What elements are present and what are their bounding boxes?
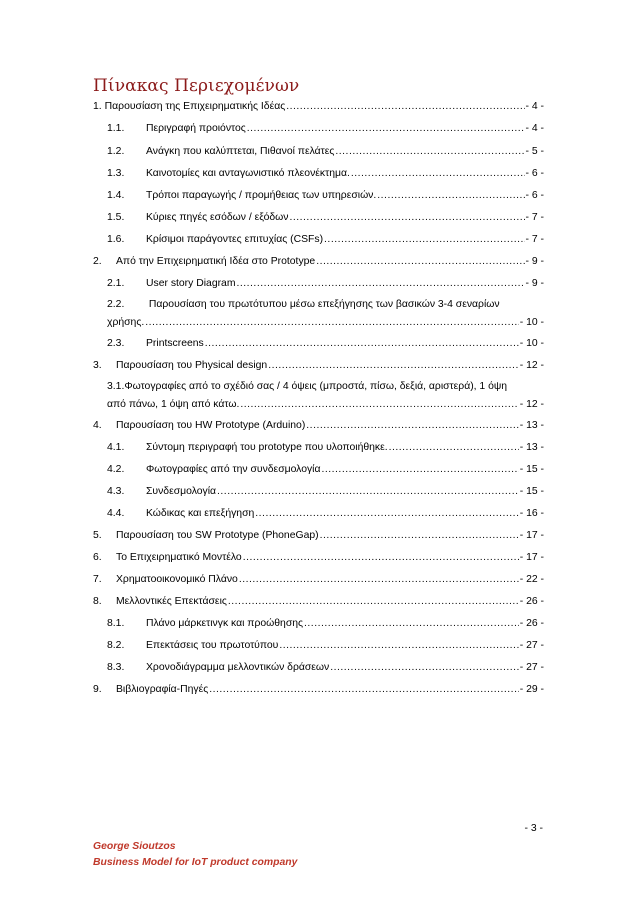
- toc-entry[interactable]: [107, 378, 544, 414]
- toc-entry-number: 1.3.: [107, 168, 125, 179]
- toc-entry-page: - 29 -: [519, 684, 544, 695]
- toc-leader-dots: [268, 359, 519, 372]
- toc-entry-number: 2.1.: [107, 278, 125, 289]
- toc-leader-dots: [237, 277, 525, 290]
- toc-entry-text: Φωτογραφίες από την συνδεσμολογία: [146, 464, 321, 475]
- toc-entry-page: - 16 -: [519, 508, 544, 519]
- toc-leader-dots: [240, 396, 518, 414]
- toc-entry[interactable]: [107, 441, 544, 454]
- toc-entry-page: - 27 -: [519, 662, 544, 673]
- toc-entry-page: - 6 -: [525, 168, 544, 179]
- toc-entry-page: - 15 -: [519, 464, 544, 475]
- toc-entry-text: Παρουσίαση της Επιχειρηματικής Ιδέας: [104, 101, 286, 112]
- toc-entry-page: - 13 -: [519, 420, 544, 431]
- toc-entry-text: Παρουσίαση του Physical design: [116, 360, 268, 371]
- toc-entry[interactable]: [93, 419, 544, 432]
- toc-entry[interactable]: [93, 683, 544, 696]
- toc-entry[interactable]: [107, 296, 544, 332]
- toc-entry-number: 1.6.: [107, 234, 125, 245]
- toc-entry-number: 4.2.: [107, 464, 125, 475]
- toc-leader-dots: [209, 683, 518, 696]
- toc-entry[interactable]: [107, 277, 544, 290]
- toc-entry[interactable]: [93, 573, 544, 586]
- toc-leader-dots: [205, 337, 519, 350]
- toc-entry[interactable]: [107, 122, 544, 135]
- toc-entry-text: Επεκτάσεις του πρωτοτύπου: [146, 640, 279, 651]
- toc-entry-text: Φωτογραφίες από το σχέδιό σας / 4 όψεις (μπροστά, πίσω, δεξιά, αριστερά), 1 όψη: [124, 381, 508, 392]
- toc-entry-text: User story Diagram: [146, 278, 236, 289]
- toc-leader-dots: [239, 573, 519, 586]
- page-number: - 3 -: [524, 823, 543, 834]
- toc-leader-dots: [351, 167, 525, 180]
- toc-entry-page: - 17 -: [519, 552, 544, 563]
- toc-leader-dots: [324, 233, 524, 246]
- toc-leader-dots: [330, 661, 519, 674]
- toc-entry-text: Παρουσίαση του SW Prototype (PhoneGap): [116, 530, 319, 541]
- toc-entry-page: - 26 -: [519, 596, 544, 607]
- toc-entry-page: - 9 -: [525, 278, 544, 289]
- toc-entry[interactable]: [93, 529, 544, 542]
- toc-entry-number: 1.2.: [107, 146, 125, 157]
- toc-leader-dots: [217, 485, 519, 498]
- toc-entry-number: 3.: [93, 360, 102, 371]
- toc-entry-text: Καινοτομίες και ανταγωνιστικό πλεονέκτημα.: [146, 168, 350, 179]
- toc-entry-number: 8.3.: [107, 662, 125, 673]
- toc-leader-dots: [320, 529, 519, 542]
- toc-leader-dots: [322, 463, 519, 476]
- toc-entry[interactable]: [107, 639, 544, 652]
- toc-entry-page: - 26 -: [519, 618, 544, 629]
- toc-entry[interactable]: [107, 189, 544, 202]
- toc-entry-number: 3.1.: [107, 381, 125, 392]
- toc-leader-dots: [289, 211, 524, 224]
- toc-entry[interactable]: [93, 551, 544, 564]
- toc-entry[interactable]: [107, 233, 544, 246]
- toc-entry-number: 1.1.: [107, 123, 125, 134]
- toc-entry-number: 8.1.: [107, 618, 125, 629]
- toc-entry[interactable]: [107, 617, 544, 630]
- toc-entry[interactable]: [107, 661, 544, 674]
- toc-entry-number: 6.: [93, 552, 102, 563]
- toc-entry-page: - 15 -: [519, 486, 544, 497]
- toc-leader-dots: [304, 617, 519, 630]
- toc-entry-text: Από την Επιχειρηματική Ιδέα στο Prototype: [116, 256, 316, 267]
- toc-entry-text: Printscreens: [146, 338, 204, 349]
- toc-entry-text: Χρηματοοικονομικό Πλάνο: [116, 574, 238, 585]
- toc-entry-page: - 4 -: [525, 123, 544, 134]
- toc-entry-text: Κώδικας και επεξήγηση: [146, 508, 255, 519]
- toc-leader-dots: [389, 441, 519, 454]
- toc-entry-number: 2.3.: [107, 338, 125, 349]
- toc-entry[interactable]: [93, 359, 544, 372]
- toc-entry-text-continued: από πάνω, 1 όψη από κάτω.: [107, 399, 240, 410]
- toc-entry-page: - 7 -: [525, 234, 544, 245]
- toc-entry-text: Κύριες πηγές εσόδων / εξόδων: [146, 212, 289, 223]
- toc-entry-page: - 27 -: [519, 640, 544, 651]
- toc-entry-number: 1.: [93, 101, 102, 112]
- toc-entry-number: 4.4.: [107, 508, 125, 519]
- toc-entry-number: 9.: [93, 684, 102, 695]
- toc-entry-page: - 17 -: [519, 530, 544, 541]
- toc-entry-text: Παρουσίαση του πρωτότυπου μέσω επεξήγησης των βασικών 3-4 σεναρίων: [148, 299, 500, 310]
- toc-entry-page: - 5 -: [525, 146, 544, 157]
- toc-entry-page: - 4 -: [525, 101, 544, 112]
- toc-entry[interactable]: [107, 507, 544, 520]
- toc-entry-text: Ανάγκη που καλύπτεται, Πιθανοί πελάτες: [146, 146, 335, 157]
- toc-entry[interactable]: [107, 211, 544, 224]
- footer-author: George Sioutzos: [93, 841, 176, 852]
- toc-entry-text: Τρόποι παραγωγής / προμήθειας των υπηρεσιών.: [146, 190, 377, 201]
- toc-entry-page: - 9 -: [525, 256, 544, 267]
- toc-leader-dots: [255, 507, 518, 520]
- toc-entry-page: - 10 -: [519, 317, 544, 328]
- toc-entry-number: 2.2.: [107, 299, 125, 310]
- toc-leader-dots: [377, 189, 524, 202]
- toc-entry[interactable]: [93, 595, 544, 608]
- toc-leader-dots: [145, 314, 519, 332]
- toc-entry-number: 1.5.: [107, 212, 125, 223]
- toc-entry-text-continued: χρήσης.: [107, 317, 145, 328]
- toc-entry-text: Παρουσίαση του HW Prototype (Arduino): [116, 420, 306, 431]
- toc-entry[interactable]: [107, 463, 544, 476]
- toc-entry[interactable]: [107, 337, 544, 350]
- toc-leader-dots: [306, 419, 518, 432]
- toc-leader-dots: [243, 551, 519, 564]
- footer-subtitle: Business Model for IoT product company: [93, 857, 298, 868]
- toc-entry-page: - 13 -: [519, 442, 544, 453]
- toc-entry[interactable]: [107, 145, 544, 158]
- toc-entry-number: 2.: [93, 256, 102, 267]
- toc-entry-number: 7.: [93, 574, 102, 585]
- toc-leader-dots: [335, 145, 524, 158]
- toc-entry-page: - 12 -: [519, 360, 544, 371]
- toc-entry-text: Χρονοδιάγραμμα μελλοντικών δράσεων: [146, 662, 330, 673]
- page-footer: [93, 839, 297, 871]
- toc-leader-dots: [286, 100, 524, 113]
- toc-leader-dots: [316, 255, 524, 268]
- toc-entry-text: Συνδεσμολογία: [146, 486, 217, 497]
- toc-entry-number: 1.4.: [107, 190, 125, 201]
- toc-entry-number: 4.: [93, 420, 102, 431]
- toc-leader-dots: [247, 122, 525, 135]
- toc-entry[interactable]: [107, 485, 544, 498]
- toc-entry-text: Μελλοντικές Επεκτάσεις: [116, 596, 227, 607]
- toc-entry-page: - 12 -: [519, 399, 544, 410]
- toc-entry-number: 4.3.: [107, 486, 125, 497]
- toc-entry-page: - 7 -: [525, 212, 544, 223]
- toc-entry-number: 8.: [93, 596, 102, 607]
- toc-entry-text: Κρίσιμοι παράγοντες επιτυχίας (CSFs): [146, 234, 324, 245]
- toc-entry-text: Το Επιχειρηματικό Μοντέλο: [116, 552, 242, 563]
- toc-entry[interactable]: [93, 255, 544, 268]
- toc-entry-text: Πλάνο μάρκετινγκ και προώθησης: [146, 618, 304, 629]
- toc-entry-text: Περιγραφή προιόντος: [146, 123, 246, 134]
- toc-entry-text: Βιβλιογραφία-Πηγές: [116, 684, 209, 695]
- toc-entry-number: 5.: [93, 530, 102, 541]
- toc-entry-number: 4.1.: [107, 442, 125, 453]
- toc-leader-dots: [279, 639, 518, 652]
- toc-leader-dots: [228, 595, 519, 608]
- toc-entry-number: 8.2.: [107, 640, 125, 651]
- toc-entry[interactable]: [107, 167, 544, 180]
- toc-entry-text: Σύντομη περιγραφή του prototype που υλοποιήθηκε.: [146, 442, 388, 453]
- toc-entry-page: - 22 -: [519, 574, 544, 585]
- toc-entry[interactable]: [93, 100, 544, 113]
- toc-entry-page: - 10 -: [519, 338, 544, 349]
- toc-entry-page: - 6 -: [525, 190, 544, 201]
- toc-title: Πίνακας Περιεχομένων: [93, 76, 300, 96]
